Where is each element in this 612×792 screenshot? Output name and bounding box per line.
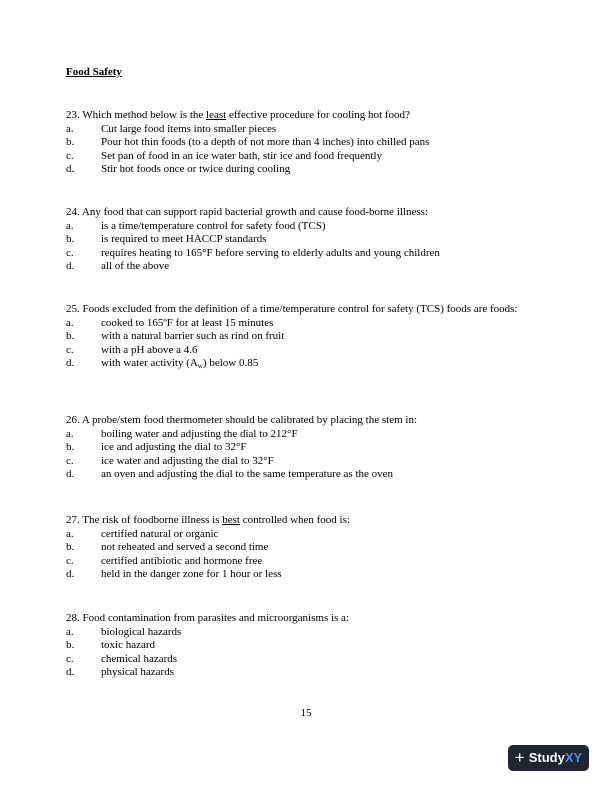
answer-option-a: [66, 317, 546, 331]
answer-option-b: [66, 136, 546, 150]
option-text: Set pan of food in an ice water bath, stir ice and food frequently: [101, 149, 383, 162]
question-stem: 28. Food contamination from parasites and microorganisms is a:: [66, 612, 349, 624]
option-text: with a pH above a 4.6: [101, 343, 198, 356]
option-letter: c.: [66, 554, 74, 567]
option-letter: a.: [66, 316, 74, 329]
option-text-part: ) below 0.85: [202, 357, 259, 370]
answer-option-b: [66, 330, 546, 344]
option-letter: d.: [66, 568, 75, 581]
option-text: certified antibiotic and hormone free: [101, 554, 263, 567]
brand-name-part: Study: [528, 750, 565, 766]
option-text: with a natural barrier such as rind on fruit: [101, 330, 285, 343]
option-letter: a.: [66, 625, 74, 638]
answer-option-d: [66, 468, 546, 482]
section-title: Food Safety: [66, 66, 122, 78]
option-letter: c.: [66, 149, 74, 162]
question-25: [66, 303, 546, 374]
answer-option-c: [66, 150, 546, 164]
page-number: 15: [300, 707, 312, 719]
answer-option-b: [66, 233, 546, 247]
option-text: Pour hot thin foods (to a depth of not more than 4 inches) into chilled pans: [101, 136, 430, 149]
option-letter: a.: [66, 219, 74, 232]
option-text: requires heating to 165°F before serving to elderly adults and young children: [101, 246, 440, 259]
option-letter: c.: [66, 343, 74, 356]
studyxy-badge[interactable]: [508, 745, 589, 771]
question-23: [66, 109, 546, 177]
answer-option-b: [66, 541, 546, 555]
option-letter: d.: [66, 163, 75, 176]
option-text: all of the above: [101, 260, 170, 273]
answer-option-a: [66, 123, 546, 137]
answer-option-c: [66, 653, 546, 667]
option-letter: d.: [66, 357, 75, 370]
option-text: biological hazards: [101, 625, 182, 638]
option-letter: d.: [66, 260, 75, 273]
option-text: is a time/temperature control for safety food (TCS): [101, 219, 326, 232]
question-26: [66, 414, 546, 482]
option-letter: b.: [66, 136, 75, 149]
answer-option-d: [66, 163, 546, 177]
option-text: Cut large food items into smaller pieces: [101, 122, 277, 135]
option-text-part: with water activity (A: [101, 357, 198, 370]
answer-option-c: [66, 247, 546, 261]
stem-text: 23. Which method below is the: [66, 109, 207, 121]
option-letter: b.: [66, 541, 75, 554]
question-stem: [66, 109, 546, 123]
option-letter: c.: [66, 246, 74, 259]
question-stem: 24. Any food that can support rapid bacterial growth and cause food-borne illness:: [66, 206, 428, 218]
answer-option-a: [66, 220, 546, 234]
stem-text: 27. The risk of foodborne illness is: [66, 514, 223, 526]
stem-text: controlled when food is:: [239, 514, 350, 526]
option-letter: d.: [66, 666, 75, 679]
question-28: [66, 612, 546, 680]
option-text: not reheated and served a second time: [101, 541, 269, 554]
option-letter: b.: [66, 639, 75, 652]
answer-option-c: [66, 455, 546, 469]
option-text: toxic hazard: [101, 639, 156, 652]
question-stem: 26. A probe/stem food thermometer should be calibrated by placing the stem in:: [66, 414, 418, 426]
option-text: Stir hot foods once or twice during cooling: [101, 163, 291, 176]
option-letter: a.: [66, 427, 74, 440]
answer-option-d: [66, 666, 546, 680]
option-letter: b.: [66, 441, 75, 454]
option-letter: a.: [66, 527, 74, 540]
option-text: [101, 357, 258, 374]
answer-option-c: [66, 555, 546, 569]
subscript: w: [197, 362, 203, 371]
option-letter: a.: [66, 122, 74, 135]
option-text: an oven and adjusting the dial to the same temperature as the oven: [101, 468, 394, 481]
option-text: physical hazards: [101, 666, 174, 679]
answer-option-a: [66, 428, 546, 442]
option-text: ice and adjusting the dial to 32°F: [101, 441, 247, 454]
answer-option-a: [66, 626, 546, 640]
option-letter: b.: [66, 233, 75, 246]
stem-text: effective procedure for cooling hot food?: [226, 109, 410, 121]
plus-icon: +: [514, 747, 525, 767]
option-text: cooked to 165ºF for at least 15 minutes: [101, 316, 274, 329]
answer-option-c: [66, 344, 546, 358]
question-stem: [66, 514, 546, 528]
answer-option-d: [66, 260, 546, 274]
question-27: [66, 514, 546, 582]
answer-option-d: [66, 568, 546, 582]
option-letter: b.: [66, 330, 75, 343]
answer-option-b: [66, 441, 546, 455]
option-text: certified natural or organic: [101, 527, 219, 540]
brand-name-accent: XY: [564, 750, 583, 766]
option-letter: c.: [66, 652, 74, 665]
answer-option-b: [66, 639, 546, 653]
option-text: is required to meet HACCP standards: [101, 233, 267, 246]
option-letter: d.: [66, 468, 75, 481]
answer-option-a: [66, 528, 546, 542]
answer-option-d: [66, 357, 546, 374]
brand-name: [529, 751, 582, 765]
question-stem: 25. Foods excluded from the definition of a time/temperature control for safety (TCS) foods are foods:: [66, 303, 518, 315]
option-text: chemical hazards: [101, 652, 178, 665]
stem-emphasis: least: [206, 109, 227, 121]
option-letter: c.: [66, 454, 74, 467]
option-text: held in the danger zone for 1 hour or less: [101, 568, 282, 581]
option-text: boiling water and adjusting the dial to 212°F: [101, 427, 298, 440]
stem-emphasis: best: [222, 514, 240, 526]
question-24: [66, 206, 546, 274]
option-text: ice water and adjusting the dial to 32°F: [101, 454, 274, 467]
